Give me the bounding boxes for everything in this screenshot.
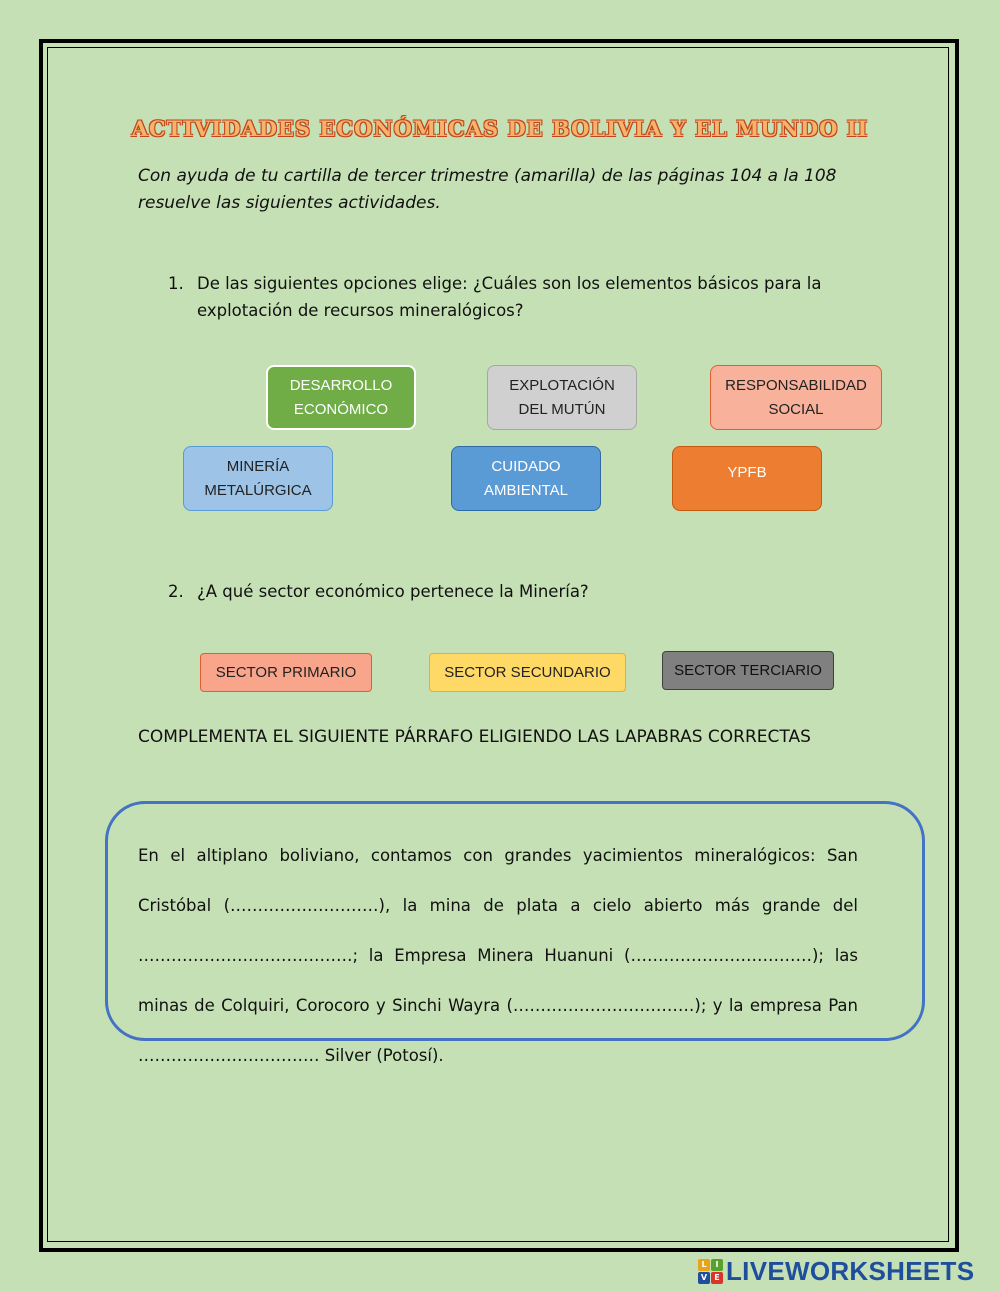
question-2 — [168, 578, 848, 605]
fill-in-paragraph — [138, 831, 858, 1081]
option-cuidado-ambiental[interactable]: CUIDADO AMBIENTAL — [451, 446, 601, 511]
option-desarrollo-economico[interactable]: DESARROLLO ECONÓMICO — [266, 365, 416, 430]
question-1-number: 1. — [168, 274, 184, 293]
option-sector-terciario[interactable]: SECTOR TERCIARIO — [662, 651, 834, 690]
option-ypfb[interactable]: YPFB — [672, 446, 822, 511]
option-sector-primario[interactable]: SECTOR PRIMARIO — [200, 653, 372, 692]
paragraph-text-1: En el altiplano boliviano, contamos con grandes yacimientos mineralógicos: San Cristóbal — [138, 846, 858, 915]
paragraph-text-5: ; y la empresa Pan — [700, 996, 858, 1015]
paragraph-text-3: ; la Empresa Minera Huanuni — [352, 946, 625, 965]
paragraph-text-2: , la mina de plata a cielo abierto más grande del — [384, 896, 859, 915]
liveworksheets-logo-text: LIVEWORKSHEETS — [726, 1255, 975, 1286]
worksheet-title: ACTIVIDADES ECONÓMICAS DE BOLIVIA Y EL MUNDO II — [131, 116, 869, 141]
blank-san-cristobal[interactable]: (………………………) — [223, 896, 385, 915]
option-responsabilidad-social[interactable]: RESPONSABILIDAD SOCIAL — [710, 365, 882, 430]
question-2-number: 2. — [168, 582, 184, 601]
option-mineria-metalurgica[interactable]: MINERÍA METALÚRGICA — [183, 446, 333, 511]
blank-pan[interactable]: …………………………… — [138, 1046, 320, 1065]
option-sector-secundario[interactable]: SECTOR SECUNDARIO — [429, 653, 626, 692]
question-1 — [168, 270, 848, 324]
instructions-text: Con ayuda de tu cartilla de tercer trimestre (amarilla) de las páginas 104 a la 108 resuelve las siguientes actividades. — [138, 166, 837, 213]
blank-mundo[interactable]: ………………………………… — [138, 946, 353, 965]
blank-huanuni[interactable]: (……………………………) — [624, 946, 819, 965]
question-1-text: De las siguientes opciones elige: ¿Cuáles son los elementos básicos para la explotación de recursos mineralógicos? — [197, 274, 822, 320]
question-2-text: ¿A qué sector económico pertenece la Minería? — [197, 582, 589, 601]
liveworksheets-logo[interactable] — [698, 1257, 974, 1285]
option-explotacion-mutun[interactable]: EXPLOTACIÓN DEL MUTÚN — [487, 365, 637, 430]
paragraph-text-4: ; las minas de Colquiri, Corocoro y Sinchi Wayra — [138, 946, 858, 1015]
complement-heading: COMPLEMENTA EL SIGUIENTE PÁRRAFO ELIGIENDO LAS LAPABRAS CORRECTAS — [138, 727, 811, 747]
paragraph-text-6: Silver (Potosí). — [319, 1046, 444, 1065]
liveworksheets-logo-icon: L I V E — [698, 1259, 723, 1284]
blank-sinchi-wayra[interactable]: (……………………………) — [506, 996, 701, 1015]
